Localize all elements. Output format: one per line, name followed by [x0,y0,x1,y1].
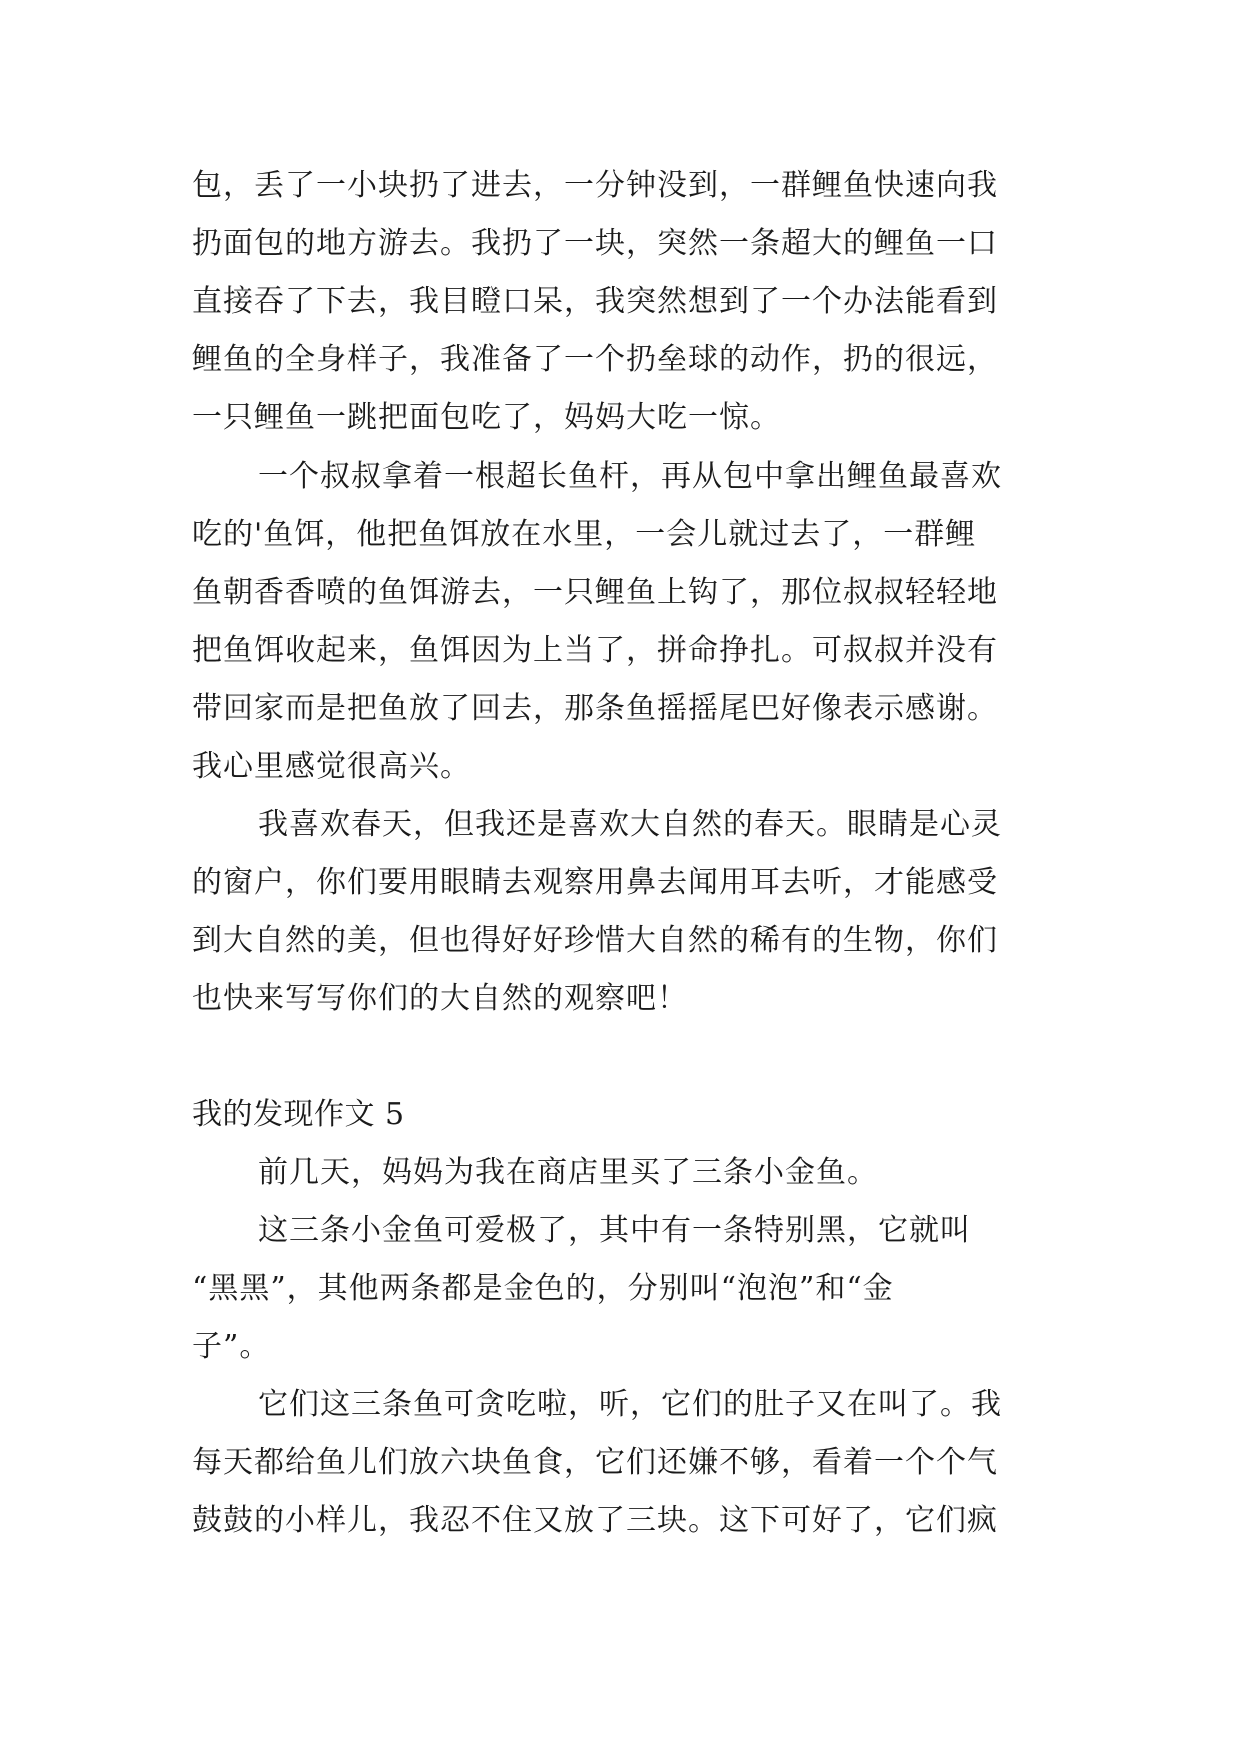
text-line: 鲤鱼的全身样子，我准备了一个扔垒球的动作，扔的很远， [192,342,998,377]
paragraph-first-line: 我喜欢春天，但我还是喜欢大自然的春天。眼睛是心灵 [258,807,1002,842]
text-line: 鱼朝香香喷的鱼饵游去，一只鲤鱼上钩了，那位叔叔轻轻地 [192,575,998,610]
text-line: 包，丢了一小块扔了进去，一分钟没到，一群鲤鱼快速向我 [192,168,998,203]
text-line: 我心里感觉很高兴。 [192,749,471,784]
text-line: 把鱼饵收起来，鱼饵因为上当了，拼命挣扎。可叔叔并没有 [192,633,998,668]
text-line: 到大自然的美，但也得好好珍惜大自然的稀有的生物，你们 [192,923,998,958]
paragraph-first-line: 这三条小金鱼可爱极了，其中有一条特别黑，它就叫 [258,1213,971,1248]
text-line: 鼓鼓的小样儿，我忍不住又放了三块。这下可好了，它们疯 [192,1503,998,1538]
text-line: 的窗户，你们要用眼睛去观察用鼻去闻用耳去听，才能感受 [192,865,998,900]
text-line: “黑黑”，其他两条都是金色的，分别叫“泡泡”和“金 [192,1271,894,1306]
text-line: 子”。 [192,1329,271,1364]
paragraph-first-line: 一个叔叔拿着一根超长鱼杆，再从包中拿出鲤鱼最喜欢 [258,459,1002,494]
text-line: 也快来写写你们的大自然的观察吧！ [192,981,688,1016]
paragraph-first-line: 前几天，妈妈为我在商店里买了三条小金鱼。 [258,1155,878,1190]
text-line: 扔面包的地方游去。我扔了一块，突然一条超大的鲤鱼一口 [192,226,998,261]
text-line: 吃的'鱼饵，他把鱼饵放在水里，一会儿就过去了，一群鲤 [192,517,977,552]
text-line: 带回家而是把鱼放了回去，那条鱼摇摇尾巴好像表示感谢。 [192,691,998,726]
section-heading: 我的发现作文 5 [192,1097,405,1132]
text-line: 直接吞了下去，我目瞪口呆，我突然想到了一个办法能看到 [192,284,998,319]
paragraph-first-line: 它们这三条鱼可贪吃啦，听，它们的肚子又在叫了。我 [258,1387,1002,1422]
text-line: 每天都给鱼儿们放六块鱼食，它们还嫌不够，看着一个个气 [192,1445,998,1480]
text-line: 一只鲤鱼一跳把面包吃了，妈妈大吃一惊。 [192,400,781,435]
